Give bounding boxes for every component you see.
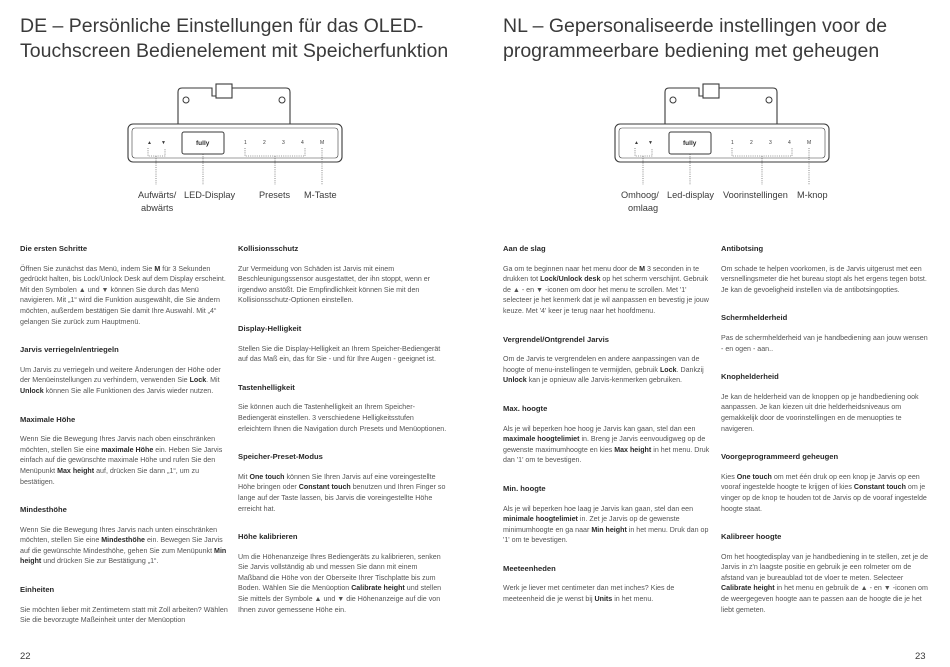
section-heading: Kalibreer hoogte [721,532,782,542]
section-heading: Voorgeprogrammeerd geheugen [721,452,839,462]
label-display: LED-Display [184,190,236,200]
section-heading: Antibotsing [721,244,764,253]
section-heading: Aan de slag [503,244,546,253]
mounting-bracket [665,88,777,124]
section-text: Ga om te beginnen naar het menu door de M 3 seconden in te drukken tot Lock/Unlock desk op het scherm verschijnt. Gebruik de ▲ - en ▼ -iconen om door het menu te scrollen. Met '1' selecteer je het kenmerk dat je wil aanpassen en bevestig je jouw keuze. Met '4' keer je terug naar het hoofdmenu. [503,264,709,315]
section-text: Sie möchten lieber mit Zentimetern statt mit Zoll arbeiten? Wählen Sie die bevorzugte Maßeinheit unter der Menüoption [20,605,228,625]
preset-1: 1 [244,140,247,146]
section-heading: Min. hoogte [503,483,546,493]
mounting-bracket [178,88,290,124]
section-text: Als je wil beperken hoe hoog je Jarvis kan gaan, stel dan een maximale hoogtelimiet in. Breng je Jarvis eenvoudigweg op de gewenste maximumhoogte en kies Max height in het menu. Druk dan '1' om te bevestigen. [503,424,710,465]
label-m-key: M-Taste [304,190,337,200]
section-text: Wenn Sie die Bewegung Ihres Jarvis nach oben einschränken möchten, stellen Sie eine maximale Höhe ein. Heben Sie Jarvis einfach auf die gewünschte maximale Höhe und rufen Sie den Menüpunkt Max height auf, drücken Sie dann „1“, um zu bestätigen. [20,435,223,486]
section-heading: Display-Helligkeit [238,323,302,333]
preset-1: 1 [731,140,734,146]
section-text: Zur Vermeidung von Schäden ist Jarvis mit einem Beschleunigungssensor ausgestattet, der ihn stoppt, wenn er irgendwo anstößt. Die Empfindlichkeit können Sie mit den Kollisionsschutz-Optionen einstellen. [238,264,431,305]
section-text: Om het hoogtedisplay van je handbediening in te stellen, zet je de Jarvis in z'n laagste positie en gebruik je een rolmeter om de afstand van je bureaublad tot de vloer te meten. Selecteer Calibrate height in het menu en gebruik de ▲ - en ▼ -iconen om de weergegeven hoogte aan te passen aan de hoogte die je het liebt gemeten. [721,552,929,614]
page-title: DE – Persönliche Einstellungen für das OLED-Touchscreen Bedienelement mit Speicherfunktion [20,15,449,62]
page-right [475,0,950,667]
section-text: Mit One touch können Sie Ihren Jarvis auf eine voreingestellte Höhe bringen oder Constant touch benutzen und Ihren Finger so lange auf der Taste lassen, bis Jarvis die voreingestellte Höhe erreicht hat. [238,472,446,513]
section-heading: Knophelderheid [721,372,779,382]
controller-diagram [120,82,420,222]
down-arrow-icon: ▼ [161,140,166,146]
label-presets: Presets [259,190,291,200]
label-display: Led-display [667,190,714,200]
section-text: Um die Höhenanzeige Ihres Bediengeräts zu kalibrieren, senken Sie Jarvis vollständig ab und messen Sie dann mit einem Maßband die Höhe von der Oberseite Ihrer Tischplatte bis zum Boden. Wählen Sie die Menüoption Calibrate height und stellen Sie mittels der Symbole ▲ und ▼ die Höhenanzeige auf die von Ihnen zuvor gemessene Höhe ein. [238,552,442,614]
section-heading: Höhe kalibrieren [238,532,298,542]
section-text: Als je wil beperken hoe laag je Jarvis kan gaan, stel dan een minimale hoogtelimiet in. Zet je Jarvis op de gewenste minimumhoogte en ga naar Min height in het menu. Druk dan op '1' om te bevestigen. [503,504,709,545]
column-1 [20,244,230,644]
section-heading: Speicher-Preset-Modus [238,452,323,462]
display-logo: fully [196,140,210,147]
preset-2: 2 [263,140,266,146]
section-heading: Maximale Höhe [20,414,76,424]
column-2 [238,244,448,633]
section-text: Pas de schermhelderheid van je handbediening aan jouw wensen - en ogen - aan.. [721,333,928,353]
label-arrows-2: abwärts [141,203,174,213]
preset-2: 2 [750,140,753,146]
m-key: M [807,140,812,146]
section-text: Om schade te helpen voorkomen, is de Jarvis uitgerust met een versnellingsmeter die het bureau stopt als het ergens tegen botst. Je kan de gevoeligheid instellen via de antibotsingopties. [721,264,927,294]
down-arrow-icon: ▼ [648,140,653,146]
up-arrow-icon: ▲ [147,140,152,146]
preset-4: 4 [788,140,791,146]
section-text: Kies One touch om met één druk op een knop je Jarvis op een vooraf ingestelde hoogte te krijgen of kies Constant touch om je vinger op de knop te houden tot de Jarvis op de vooraf ingestelde hoogte staat. [721,472,927,513]
section-text: Je kan de helderheid van de knoppen op je handbediening ook aanpassen. Je kan kiezen uit drie helderheidsniveaus om gemakkelijk door de voorinstellingen en de menuopties te navigeren. [721,392,919,433]
section-heading: Jarvis verriegeln/entriegeln [20,345,119,355]
section-text: Werk je liever met centimeter dan met inches? Kies de meeteenheid die je wenst bij Units in het menu. [503,584,675,604]
preset-3: 3 [282,140,285,146]
page-title: NL – Gepersonaliseerde instellingen voor de programmeerbare bediening met geheugen [503,15,888,62]
section-heading: Einheiten [20,585,55,595]
section-heading: Vergrendel/Ontgrendel Jarvis [503,334,609,344]
m-key: M [320,140,325,146]
column-1 [503,244,713,623]
label-presets: Voorinstellingen [723,190,788,200]
page-number: 22 [20,651,31,662]
section-heading: Tastenhelligkeit [238,382,295,392]
label-m-key: M-knop [797,190,828,200]
section-heading: Die ersten Schritte [20,244,88,253]
label-arrows-1: Omhoog/ [621,190,659,200]
section-heading: Mindesthöhe [20,505,67,515]
display-logo: fully [683,140,697,147]
section-text: Om de Jarvis te vergrendelen en andere aanpassingen van de hoogte of menu-instellingen te vermijden, gebruik Lock. Dankzij Unlock kan je opnieuw alle Jarvis-kenmerken gebruiken. [503,355,704,385]
section-heading: Max. hoogte [503,403,548,413]
column-2 [721,244,931,633]
page-number: 23 [915,651,926,662]
section-text: Sie können auch die Tastenhelligkeit an Ihrem Speicher- Bediengerät einstellen. 3 verschiedene Helligkeitsstufen erleichtern Ihnen die Navigation durch Presets und Menüoptionen. [238,403,447,433]
section-text: Wenn Sie die Bewegung Ihres Jarvis nach unten einschränken möchten, stellen Sie eine Mindesthöhe ein. Bewegen Sie Jarvis auf die gewünschte Mindesthöhe, gehen Sie zum Menüpunkt Min height und drücken Sie zur Bestätigung „1“. [20,525,227,566]
section-heading: Kollisionsschutz [238,244,299,253]
label-arrows-2: omlaag [628,203,659,213]
controller-diagram [607,82,907,222]
preset-4: 4 [301,140,304,146]
label-arrows-1: Aufwärts/ [138,190,177,200]
section-text: Öffnen Sie zunächst das Menü, indem Sie M für 3 Sekunden gedrückt halten, bis Lock/Unlock Desk auf dem Display erscheint. Mit den Symbolen ▲ und ▼ können Sie durch das Menü navigieren. Mit „1“ wird die Funktion ausgewählt, die Sie ändern möchten, außerdem bestätigen Sie damit Ihre Auswahl. Mit „4“ gelangen Sie zurück zum Hauptmenü. [20,264,226,326]
up-arrow-icon: ▲ [634,140,639,146]
section-heading: Schermhelderheid [721,313,788,323]
preset-3: 3 [769,140,772,146]
section-text: Stellen Sie die Display-Helligkeit an Ihrem Speicher-Bediengerät auf das Maß ein, das für Sie - und für Ihre Augen - geeignet ist. [238,344,441,364]
section-heading: Meeteenheden [503,563,556,573]
section-text: Um Jarvis zu verriegeln und weitere Änderungen der Höhe oder der Menüeinstellungen zu verhindern, verwenden Sie Lock. Mit Unlock können Sie alle Funktionen des Jarvis wieder nutzen. [20,365,221,395]
